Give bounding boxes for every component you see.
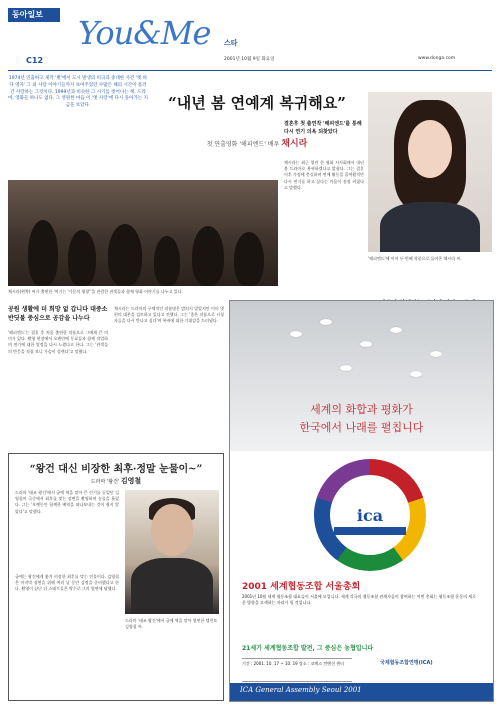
man-body [131,558,213,614]
byline-prefix: 첫 연출영화 '해피엔드' 배우 [206,141,280,148]
article2-byline-prefix: 드라마 '왕건' [90,479,120,485]
photo-body [380,202,480,252]
article1-col2: '해피엔드'는 결혼 후 처음 출연한 작품으로 그에게 큰 의미가 있다. 촬영 현장에서 오랜만에 동료들과 함께 작업하며 연기에 대한 열정을 다시 느꼈다고 한다. 그는 '관객들의 반응을 직접 보니 가슴이 설렌다'고 말했다. [8,330,108,354]
ad-org: 국제협동조합연맹(ICA) [380,660,433,666]
woman-caption: '해피엔드'에 이어 두 번째 작품으로 돌아온 채시라 씨. [368,256,462,261]
woman-photo [368,92,492,252]
audience-caption: 채시라(왼쪽) 씨가 출연한 '여기는 '가문의 영광''을 관람한 관객들과 함께 영화 이야기를 나누고 있다. [8,289,183,294]
article1-subhead-left [8,306,108,323]
article2-col1: 드라마 '태조 왕건'에서 궁예 역을 맡아 큰 인기를 끌었던 김영철이 극중에서 최후를 맞는 장면을 촬영하며 눈물을 흘렸다. 그는 '오랫동안 함께한 배역을 떠나보내는 것이 쉽지 않았다'고 말했다. [15,490,119,514]
section-label: 스타 [224,39,238,47]
audience-photo [8,180,278,286]
man-photo [125,490,219,614]
man-head [151,504,193,556]
ad-line2: 한국에서 나래를 펼칩니다 [299,421,424,434]
ad-footer [230,683,493,701]
dateline: 2001년 10월 9일 화요일 [224,57,275,62]
article1-col3: 채시라는 드라마의 구체적인 작품명은 밝히지 않았지만 이미 몇 편의 대본을 검토하고 있다고 전했다. 그는 '좋은 작품으로 시청자들을 다시 만나고 싶다'며 복귀에 대한 기대감을 드러냈다. [114,306,224,324]
article2-headline: “왕건 대신 비장한 최후·정말 눈물이~” [29,464,203,475]
site-url: www.donga.com [418,56,456,61]
ica-logo-text: ica [356,506,384,525]
paper-name: 동아일보 [12,10,43,19]
masthead [8,6,492,64]
intro-text: 1974년 연출하고 제작 '별'에서 도시 발생의 비극과 중대한 사건 '옛 바다 영자' 그 외 사랑 이야기들까지 보여주었던 수많은 해의 시간이 흘러간 사랑하는 그것이다. 1999년과 비슷한 그 시기를 벗어나는 책, 드라마, 영화들 하나도 없다. 그 영원한 마음 이 '옛 사랑'에 다시 돌아가는 지금을 보았다. [8,76,148,108]
ad-line1: 세계의 화합과 평화가 [310,403,413,416]
ad-body: 2001년 10월 세계 협동조합 대표들이 서울에 모입니다. 세계 각국의 협동조합 관계자들이 참여하는 이번 총회는 협동조합 운동의 새로운 방향을 모색하는 자리가 될 것입니다. [242,594,476,606]
masthead-rule [8,70,492,71]
intro-box [8,76,148,174]
article2-byline [19,476,213,486]
byline-name: 채시라 [281,139,308,149]
article2-box [8,453,224,701]
ad-footer-text: ICA General Assembly Seoul 2001 [240,686,362,694]
ad-callout: 21세기 세계협동조합 발전, 그 중심은 농협입니다 [242,645,374,652]
ica-advertisement [229,300,494,702]
man-caption: 드라마 '태조 왕건'에서 궁예 역을 맡아 열연한 탤런트 김영철 씨. [125,618,218,629]
subhead-left-2: 반딧불 중심으로 공감을 나누다 [8,314,90,322]
pull-quote: 결혼후 첫 출연작 '해피엔드'를 통해 다시 연기 의욕 되찾았다 [284,121,362,135]
article1-col1: 채시라는 최근 열린 한 영화 시사회에서 내년 봄 드라마로 복귀하겠다고 밝혔다. 그는 결혼 이후 가정에 충실하며 연예 활동을 줄여왔지만 다시 연기를 하고 싶다는 마음이 점점 커졌다고 말했다. [284,160,364,190]
article1-headline: “내년 봄 연예계 복귀해요” [168,94,346,112]
ad-info: 기간 : 2001. 10. 17 ~ 10. 19 장소 : 코엑스 컨벤션 센터 [242,658,352,682]
subhead-left-1: 공원 생활에 더 희망 없 갑니다 대중소 [8,306,108,313]
ad-title: 2001 세계협동조합 서울총회 [242,582,361,592]
ica-logo-bar [334,527,406,535]
article2-col2: 궁예는 왕건에게 쫓겨 비장한 최후를 맞는 인물이다. 김영철은 마지막 장면을 위해 여러 날 동안 감정을 준비했다고 한다. 촬영이 끝난 뒤 스태프들은 박수로 그의 열연에 답했다. [15,574,119,592]
article1-byline [150,136,364,149]
photo-face [408,120,452,178]
article2-byline-name: 김영철 [120,477,142,485]
page-code: C12 [26,56,44,65]
section-logo: You&Me [78,14,211,52]
